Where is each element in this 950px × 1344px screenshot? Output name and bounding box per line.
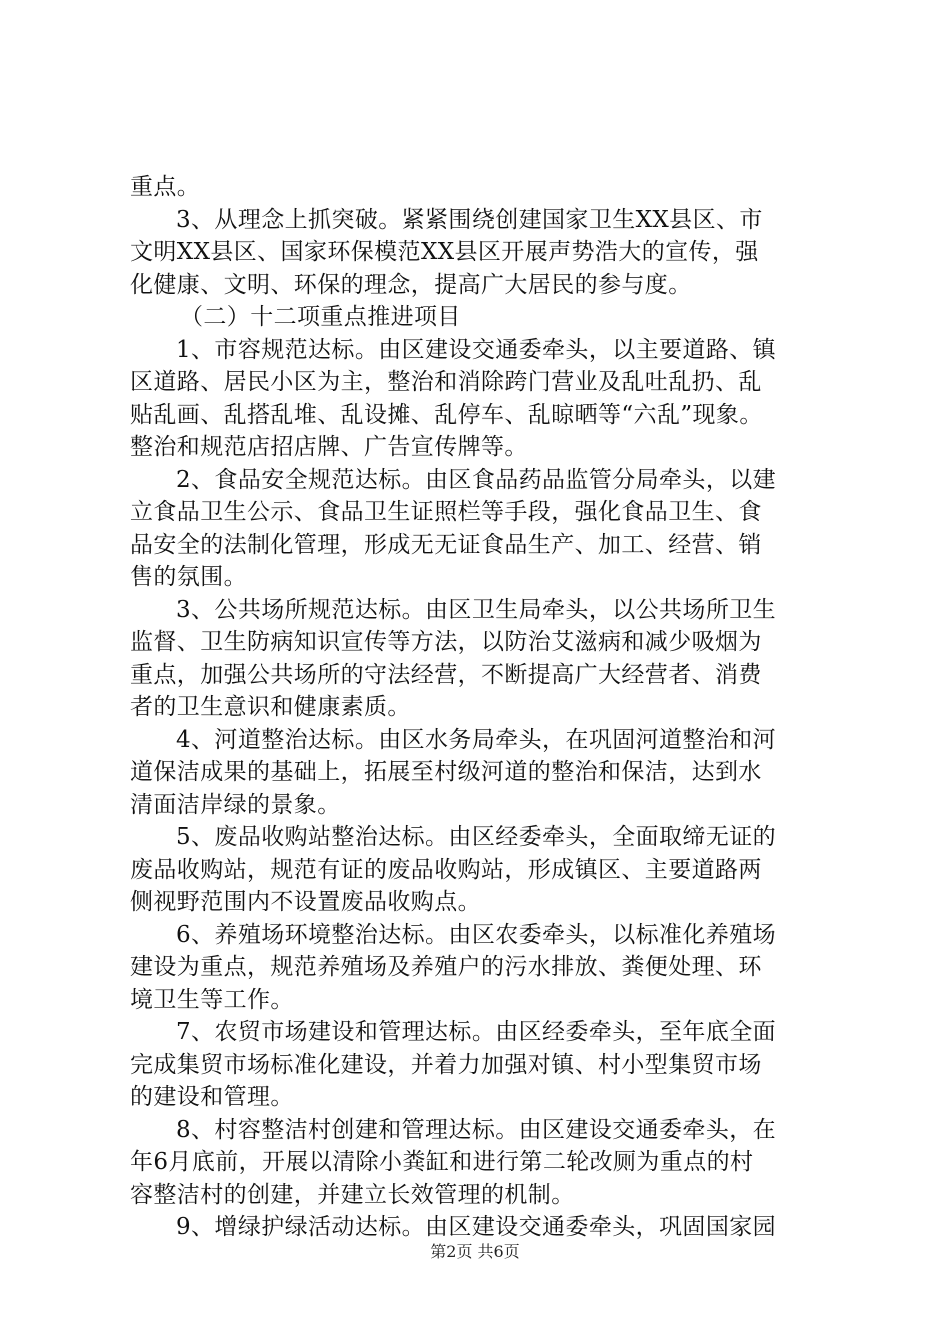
text-line: 7、农贸市场建设和管理达标。由区经委牵头，至年底全面 [176,1019,777,1045]
text-line: 者的卫生意识和健康素质。 [130,694,411,720]
text-line: 文明XX县区、国家环保模范XX县区开展声势浩大的宣传，强 [130,239,759,265]
text-line: 化健康、文明、环保的理念，提高广大居民的参与度。 [130,271,692,298]
text-line: 侧视野范围内不设置废品收购点。 [130,889,481,915]
text-line: 4、河道整治达标。由区水务局牵头，在巩固河道整治和河 [176,726,777,753]
text-line: 境卫生等工作。 [130,986,294,1013]
text-line: 清面洁岸绿的景象。 [130,791,341,818]
text-line: 8、村容整洁村创建和管理达标。由区建设交通委牵头，在 [176,1116,777,1143]
text-line: 3、公共场所规范达标。由区卫生局牵头，以公共场所卫生 [176,596,777,623]
text-line: 售的氛围。 [130,564,247,590]
text-line: 区道路、居民小区为主，整治和消除跨门营业及乱吐乱扔、乱 [130,369,762,395]
section-heading: （二）十二项重点推进项目 [180,304,461,330]
text-line: 3、从理念上抓突破。紧紧围绕创建国家卫生XX县区、市 [176,206,763,233]
text-line: 的建设和管理。 [130,1084,294,1110]
text-line: 建设为重点，规范养殖场及养殖户的污水排放、粪便处理、环 [130,954,762,980]
text-line: 重点，加强公共场所的守法经营，不断提高广大经营者、消费 [130,661,762,688]
text-line: 品安全的法制化管理，形成无无证食品生产、加工、经营、销 [130,531,762,558]
text-line: 1、市容规范达标。由区建设交通委牵头，以主要道路、镇 [176,336,777,363]
text-line: 6、养殖场环境整治达标。由区农委牵头，以标准化养殖场 [176,921,777,948]
text-line: 贴乱画、乱搭乱堆、乱设摊、乱停车、乱晾晒等“六乱”现象。 [130,401,763,428]
text-line: 监督、卫生防病知识宣传等方法，以防治艾滋病和减少吸烟为 [130,629,762,655]
page-number-footer: 第2页 共6页 [430,1242,520,1261]
text-line: 9、增绿护绿活动达标。由区建设交通委牵头，巩固国家园 [176,1214,777,1240]
text-line: 立食品卫生公示、食品卫生证照栏等手段，强化食品卫生、食 [130,499,762,525]
text-line: 5、废品收购站整治达标。由区经委牵头，全面取缔无证的 [176,824,777,850]
text-line: 年6月底前，开展以清除小粪缸和进行第二轮改厕为重点的村 [130,1149,754,1175]
text-line: 2、食品安全规范达标。由区食品药品监管分局牵头，以建 [176,466,777,493]
text-line: 完成集贸市场标准化建设，并着力加强对镇、村小型集贸市场 [130,1051,762,1078]
text-line: 容整洁村的创建，并建立长效管理的机制。 [130,1181,575,1208]
text-line: 重点。 [130,174,201,200]
text-line: 整治和规范店招店牌、广告宣传牌等。 [130,434,528,460]
text-line: 废品收购站，规范有证的废品收购站，形成镇区、主要道路两 [130,856,762,883]
text-line: 道保洁成果的基础上，拓展至村级河道的整治和保洁，达到水 [130,759,762,785]
document-body [130,171,830,1244]
